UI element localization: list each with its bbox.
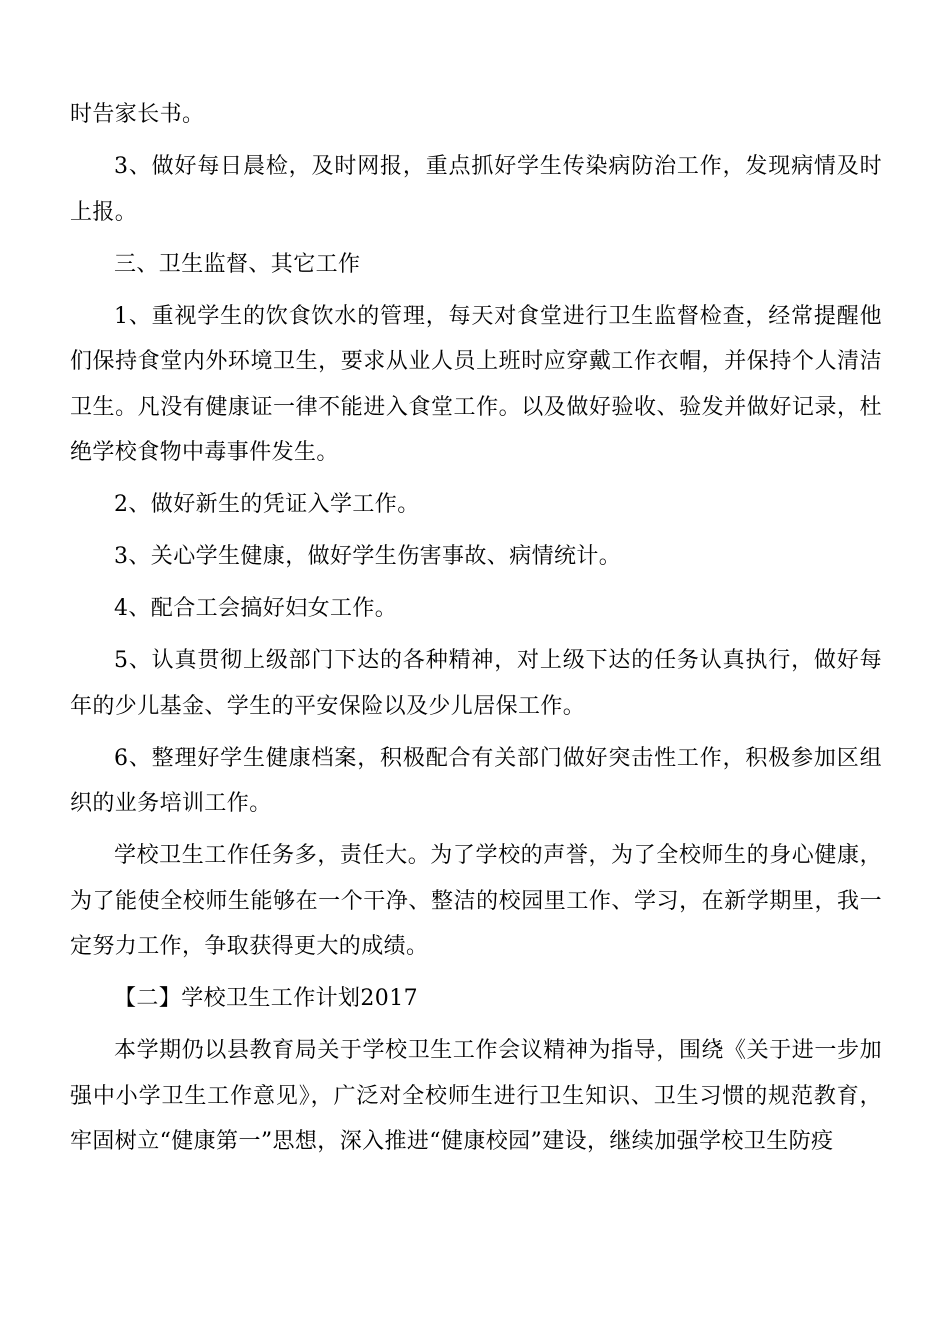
paragraph-item-2-enrollment: 2、做好新生的凭证入学工作。 [114,492,420,517]
paragraph-continuation: 时告家长书。 [70,102,205,127]
paragraph-item-5-insurance: 5、认真贯彻上级部门下达的各种精神，对上级下达的任务认真执行，做好每年的少儿基金、学生的平安保险以及少儿居保工作。 [70,648,882,719]
section-heading-three: 三、卫生监督、其它工作 [114,251,361,277]
paragraph-item-6-archives: 6、整理好学生健康档案，积极配合有关部门做好突击性工作，积极参加区组织的业务培训工作。 [70,745,882,816]
paragraph-item-4-union: 4、配合工会搞好妇女工作。 [114,596,398,621]
paragraph-summary: 学校卫生工作任务多，责任大。为了学校的声誉，为了全校师生的身心健康，为了能使全校师生能够在一个干净、整洁的校园里工作、学习，在新学期里，我一定努力工作，争取获得更大的成绩。 [70,843,882,959]
paragraph-item-1-canteen: 1、重视学生的饮食饮水的管理，每天对食堂进行卫生监督检查，经常提醒他们保持食堂内外环境卫生，要求从业人员上班时应穿戴工作衣帽，并保持个人清洁卫生。凡没有健康证一律不能进入食堂工作。以及做好验收、验发并做好记录，杜绝学校食物中毒事件发生。 [70,303,882,465]
paragraph-item-3-morning-check: 3、做好每日晨检，及时网报，重点抓好学生传染病防治工作，发现病情及时上报。 [70,154,882,225]
paragraph-plan-intro: 本学期仍以县教育局关于学校卫生工作会议精神为指导，围绕《关于进一步加强中小学卫生工作意见》，广泛对全校师生进行卫生知识、卫生习惯的规范教育，牢固树立“健康第一”思想，深入推进“健康校园”建设，继续加强学校卫生防疫 [70,1038,882,1154]
paragraph-item-3-health-statistics: 3、关心学生健康，做好学生伤害事故、病情统计。 [114,544,622,569]
document-body [70,92,882,1171]
section-heading-plan-2017: 【二】学校卫生工作计划2017 [114,986,418,1011]
